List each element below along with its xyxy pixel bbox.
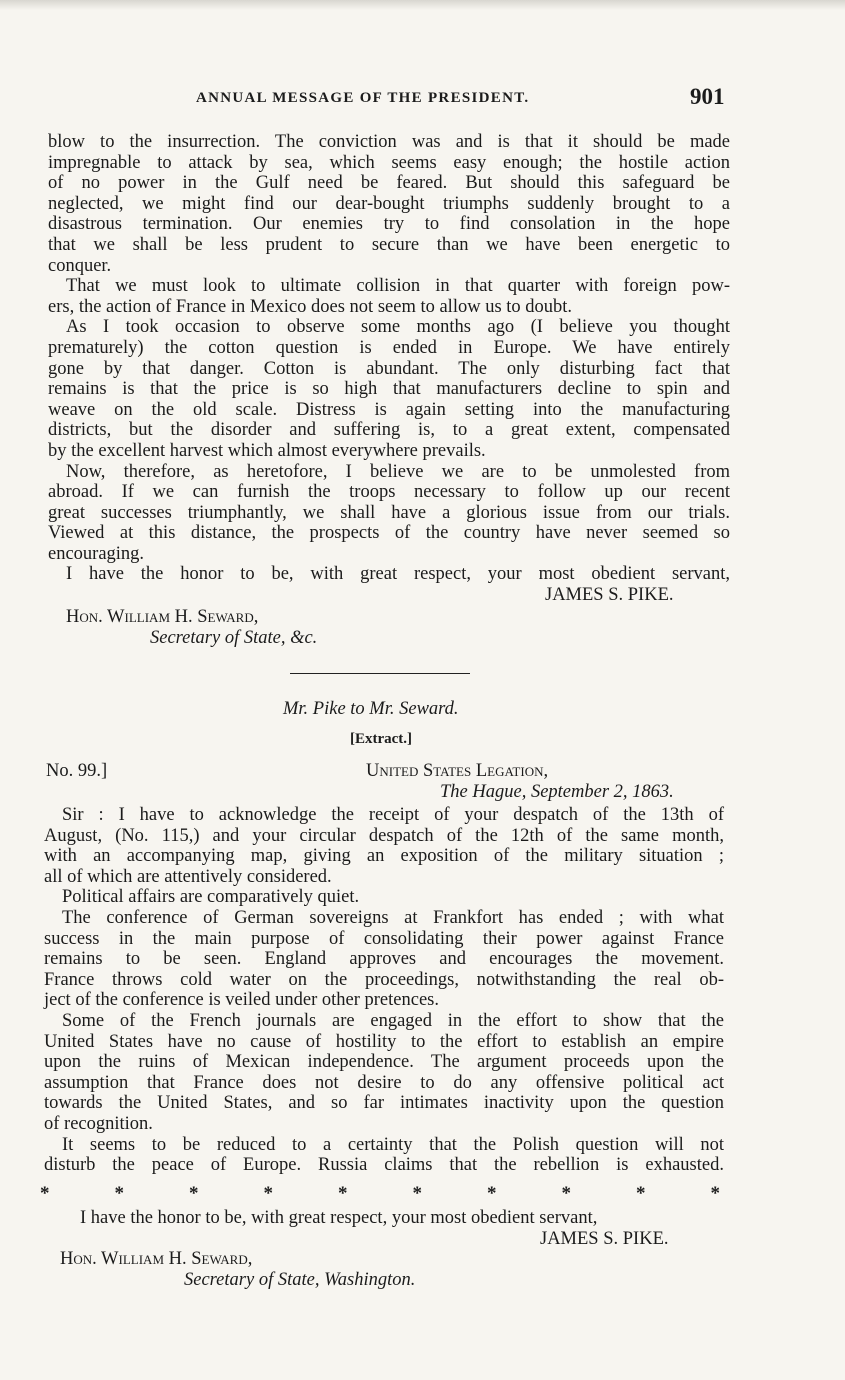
body-line: towards the United States, and so far intimates inactivity upon the question — [44, 1093, 724, 1114]
body-line: with an accompanying map, giving an exposition of the military situation ; — [44, 846, 724, 867]
star-mark: * — [114, 1183, 124, 1204]
signature: JAMES S. PIKE. — [540, 1229, 669, 1249]
body-line: France throws cold water on the proceedings, notwithstanding the real ob- — [44, 969, 724, 990]
body-line: prematurely) the cotton question is ended in Europe. We have entirely — [48, 337, 730, 358]
body-line: Viewed at this distance, the prospects of the country have never seemed so — [48, 523, 730, 544]
addressee-name: Hon. William H. Seward, — [60, 1249, 253, 1269]
body-line: disturb the peace of Europe. Russia claims that the rebellion is exhausted. — [44, 1155, 724, 1176]
signature: JAMES S. PIKE. — [545, 585, 674, 605]
body-line: neglected, we might find our dear-bought triumphs suddenly brought to a — [48, 193, 730, 214]
body-line: That we must look to ultimate collision in that quarter with foreign pow- — [66, 276, 730, 297]
despatch-number: No. 99.] — [46, 761, 108, 781]
body-line: Political affairs are comparatively quiet. — [62, 887, 360, 908]
letter1-body — [48, 132, 730, 585]
body-line: upon the ruins of Mexican independence. The argument proceeds upon the — [44, 1052, 724, 1073]
star-mark: * — [189, 1183, 199, 1204]
body-line: assumption that France does not desire to do any offensive political act — [44, 1072, 724, 1093]
page-header — [0, 86, 845, 116]
body-line: impregnable to attack by sea, which seems easy enough; the hostile action — [48, 152, 730, 173]
body-line: It seems to be reduced to a certainty that the Polish question will not — [62, 1134, 724, 1155]
body-line: August, (No. 115,) and your circular despatch of the 12th of the same month, — [44, 825, 724, 846]
star-mark: * — [561, 1183, 571, 1204]
body-line: gone by that danger. Cotton is abundant. The only disturbing fact that — [48, 358, 730, 379]
letter2-body — [44, 805, 724, 1176]
body-line: of no power in the Gulf need be feared. But should this safeguard be — [48, 173, 730, 194]
star-mark: * — [338, 1183, 348, 1204]
legation-name: United States Legation, — [366, 761, 549, 781]
body-line: disastrous termination. Our enemies try to find consolation in the hope — [48, 214, 730, 235]
body-line: blow to the insurrection. The conviction was and is that it should be made — [48, 132, 730, 152]
body-line: districts, but the disorder and suffering is, to a great extent, compensated — [48, 420, 730, 441]
body-line: abroad. If we can furnish the troops necessary to follow up our recent — [48, 482, 730, 503]
addressee-title: Secretary of State, &c. — [150, 628, 318, 648]
body-line: great successes triumphantly, we shall have a glorious issue from our trials. — [48, 502, 730, 523]
star-mark: * — [40, 1183, 50, 1204]
star-mark: * — [487, 1183, 497, 1204]
section-divider — [290, 673, 470, 674]
body-line: conquer. — [48, 255, 112, 276]
dateline: The Hague, September 2, 1863. — [440, 782, 674, 802]
page-top-edge — [0, 0, 845, 10]
page-number: 901 — [690, 84, 725, 109]
body-line: success in the main purpose of consolidating their power against France — [44, 928, 724, 949]
body-line: ject of the conference is veiled under other pretences. — [44, 990, 439, 1011]
body-line: The conference of German sovereigns at Frankfort has ended ; with what — [62, 907, 724, 928]
star-mark: * — [710, 1183, 720, 1204]
body-line: As I took occasion to observe some months ago (I believe you thought — [66, 317, 730, 338]
star-mark: * — [636, 1183, 646, 1204]
body-line: of recognition. — [44, 1113, 153, 1134]
closing-line: I have the honor to be, with great respect, your most obedient servant, — [80, 1208, 598, 1228]
addressee-name: Hon. William H. Seward, — [66, 607, 259, 627]
ellipsis-stars — [40, 1183, 720, 1205]
body-line: all of which are attentively considered. — [44, 866, 332, 887]
body-line: weave on the old scale. Distress is again setting into the manufacturing — [48, 399, 730, 420]
body-line: Sir : I have to acknowledge the receipt of your despatch of the 13th of — [62, 805, 724, 825]
addressee-title: Secretary of State, Washington. — [184, 1270, 416, 1290]
body-line: remains to be seen. England approves and encourages the movement. — [44, 949, 724, 970]
body-line: that we shall be less prudent to secure than we have been energetic to — [48, 234, 730, 255]
body-line: Some of the French journals are engaged in the effort to show that the — [62, 1010, 724, 1031]
extract-label: [Extract.] — [350, 731, 413, 747]
star-mark: * — [263, 1183, 273, 1204]
body-line: United States have no cause of hostility to the effort to establish an empire — [44, 1031, 724, 1052]
running-head: ANNUAL MESSAGE OF THE PRESIDENT. — [196, 90, 530, 106]
body-line: Now, therefore, as heretofore, I believe we are to be unmolested from — [66, 461, 730, 482]
body-line: encouraging. — [48, 543, 145, 564]
body-line: remains is that the price is so high that manufacturers decline to spin and — [48, 379, 730, 400]
letter-heading: Mr. Pike to Mr. Seward. — [283, 699, 459, 719]
closing-line: I have the honor to be, with great respect, your most obedient servant, — [66, 564, 730, 585]
body-line: ers, the action of France in Mexico does not seem to allow us to doubt. — [48, 296, 573, 317]
star-mark: * — [412, 1183, 422, 1204]
body-line: by the excellent harvest which almost everywhere prevails. — [48, 440, 486, 461]
